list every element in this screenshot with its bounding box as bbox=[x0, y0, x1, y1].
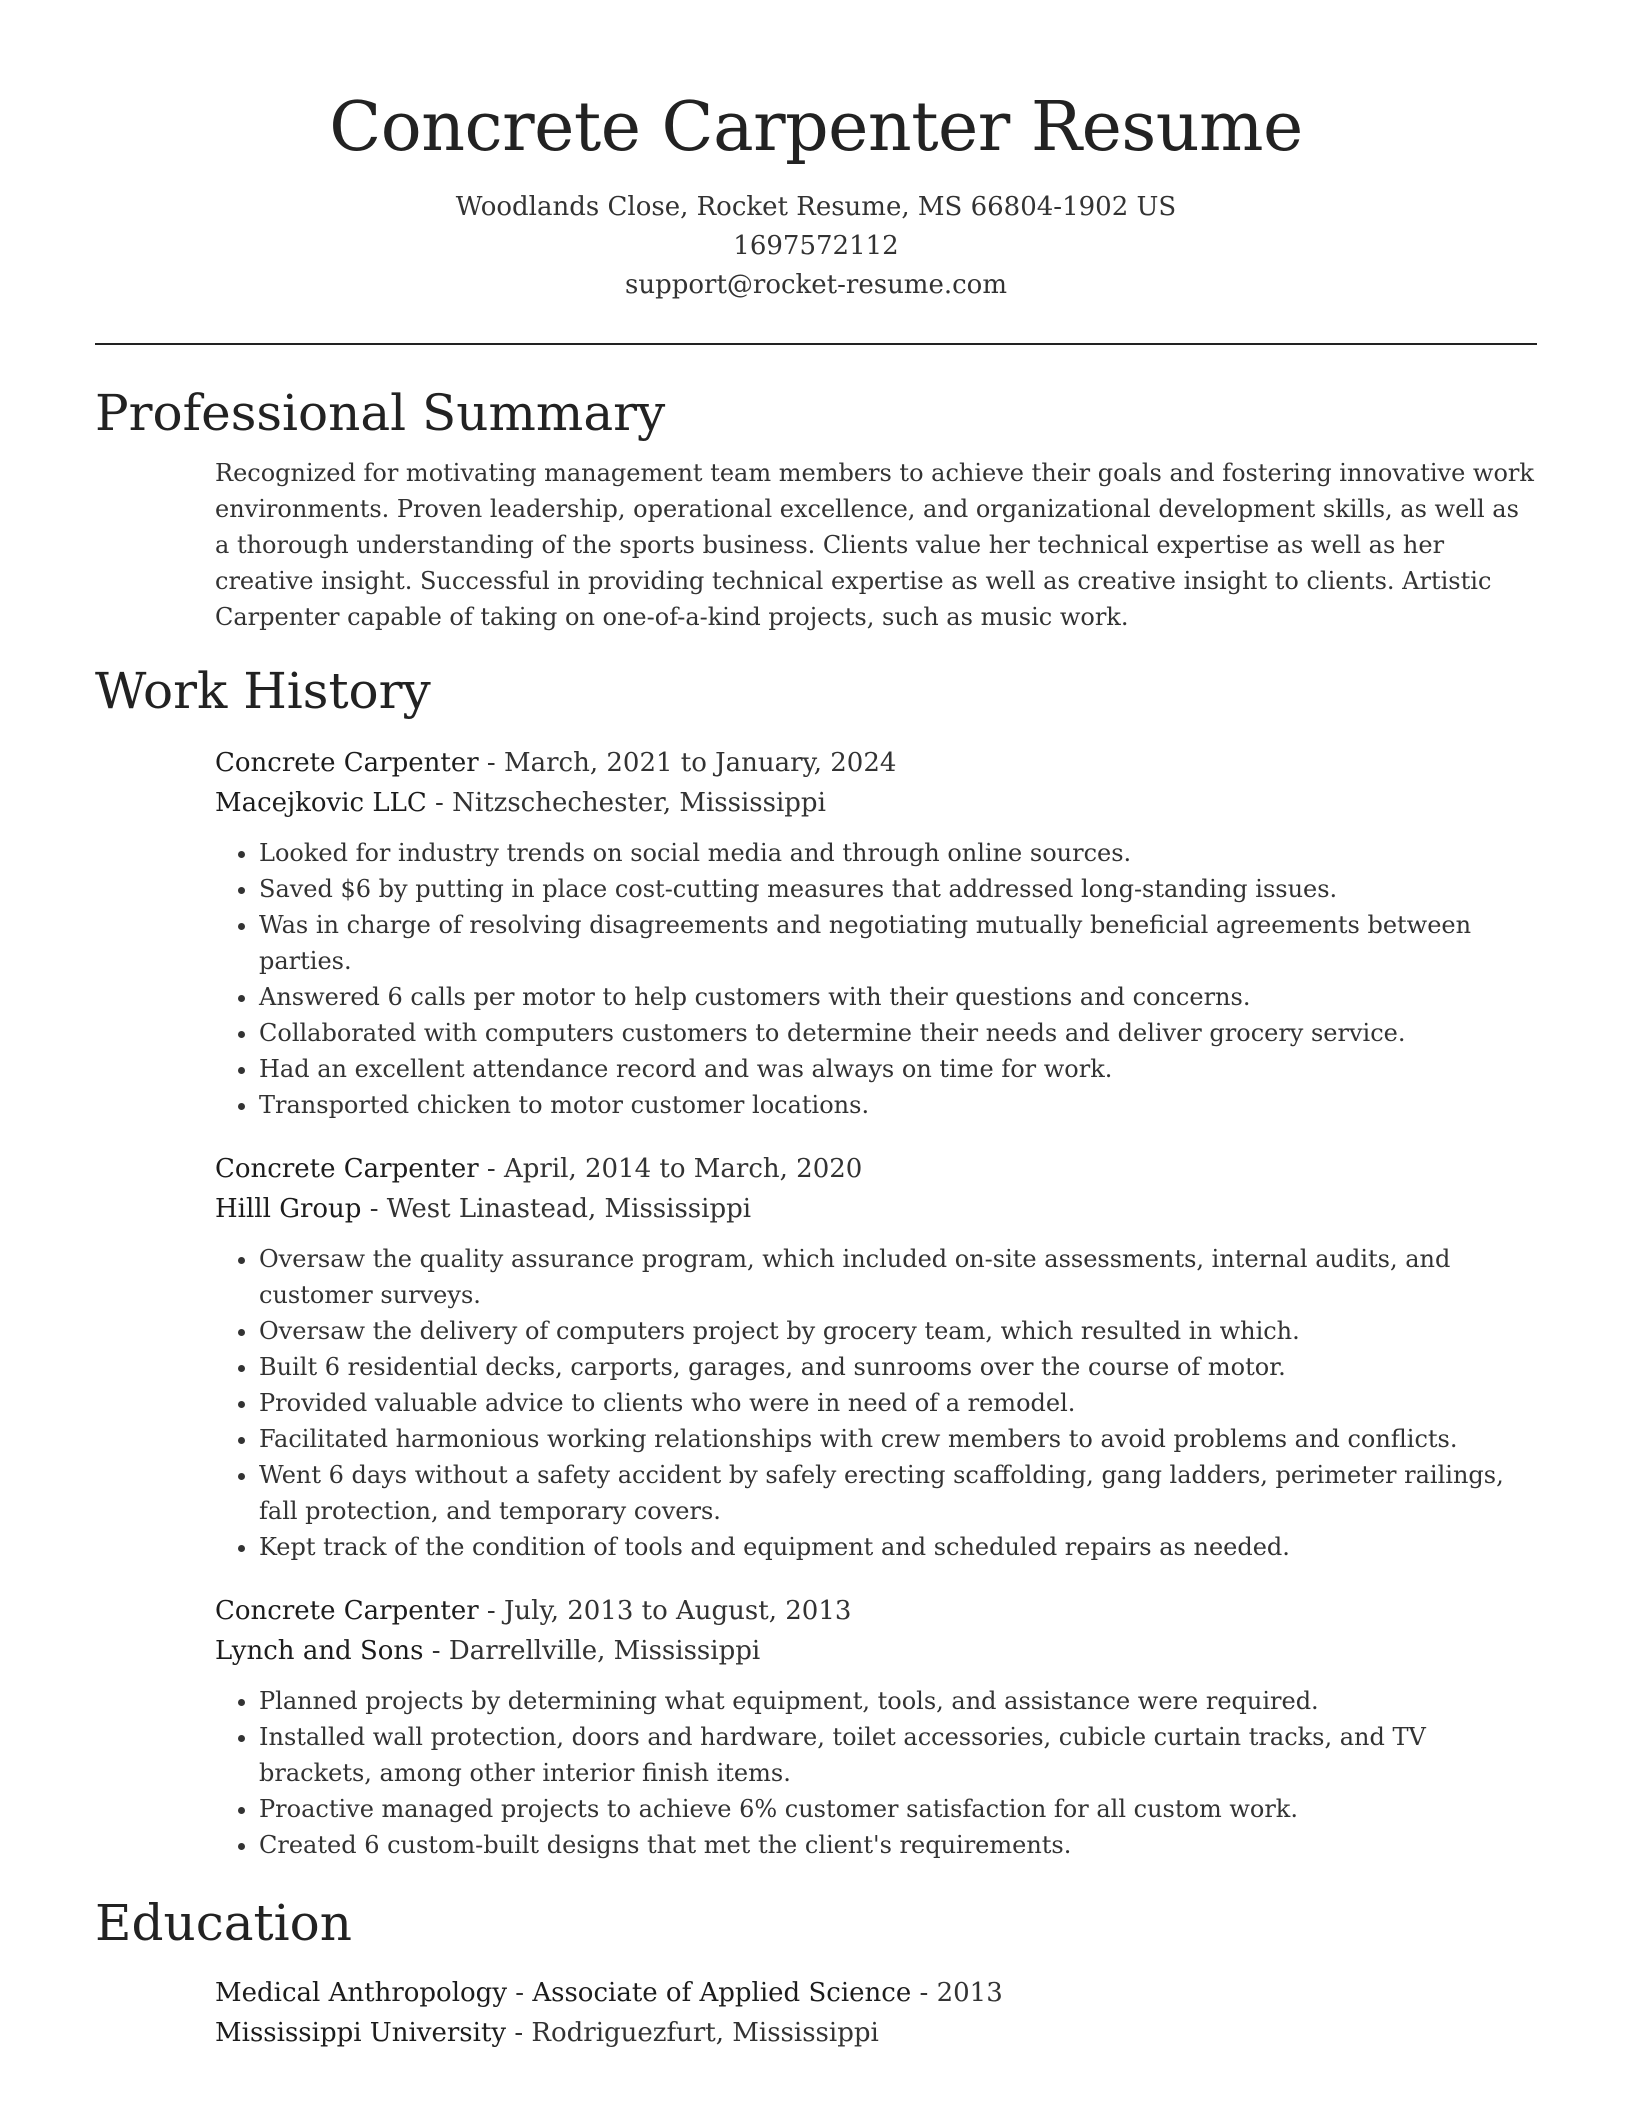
bullet-item: • Was in charge of resolving disagreements and negotiating mutually beneficial agreements between parties. bbox=[259, 907, 1537, 979]
job-dates: April, 2014 to March, 2020 bbox=[503, 1154, 863, 1184]
education-field: Medical Anthropology bbox=[215, 1978, 508, 2008]
education-entry bbox=[215, 1973, 1537, 2053]
job-company-line bbox=[215, 1631, 1537, 1671]
work-history-heading: Work History bbox=[95, 662, 431, 720]
job-location: West Linastead, Mississippi bbox=[386, 1194, 752, 1224]
contact-block bbox=[0, 188, 1632, 305]
job-company-line bbox=[215, 783, 1537, 823]
job-dates: July, 2013 to August, 2013 bbox=[503, 1596, 852, 1626]
bullet-item: • Planned projects by determining what equipment, tools, and assistance were required. bbox=[259, 1683, 1537, 1719]
bullet-item: • Saved $6 by putting in place cost-cutting measures that addressed long-standing issues. bbox=[259, 871, 1537, 907]
separator: - bbox=[426, 788, 453, 818]
bullet-item: • Proactive managed projects to achieve 6% customer satisfaction for all custom work. bbox=[259, 1791, 1537, 1827]
job-role: Concrete Carpenter bbox=[215, 748, 479, 778]
job-company: Hilll Group bbox=[215, 1194, 362, 1224]
bullet-item: • Installed wall protection, doors and hardware, toilet accessories, cubicle curtain tracks, and TV brackets, among other interior finish items. bbox=[259, 1719, 1537, 1791]
bullet-item: • Had an excellent attendance record and was always on time for work. bbox=[259, 1051, 1537, 1087]
separator: - bbox=[507, 1978, 533, 2008]
bullet-item: • Created 6 custom-built designs that met the client's requirements. bbox=[259, 1827, 1537, 1863]
separator: - bbox=[911, 1978, 937, 2008]
separator: - bbox=[478, 1154, 504, 1184]
separator: - bbox=[478, 1596, 504, 1626]
job-company: Macejkovic LLC bbox=[215, 788, 427, 818]
bullet-item: • Transported chicken to motor customer locations. bbox=[259, 1087, 1537, 1123]
job-company-line bbox=[215, 1189, 1537, 1229]
job-bullets bbox=[215, 835, 1537, 1123]
bullet-item: • Provided valuable advice to clients who were in need of a remodel. bbox=[259, 1385, 1537, 1421]
email-line: support@rocket-resume.com bbox=[624, 270, 1007, 300]
bullet-item: • Facilitated harmonious working relationships with crew members to avoid problems and conflicts. bbox=[259, 1421, 1537, 1457]
address-line: Woodlands Close, Rocket Resume, MS 66804-1902 US bbox=[455, 192, 1177, 222]
separator: - bbox=[506, 2018, 532, 2048]
bullet-item: • Oversaw the quality assurance program, which included on-site assessments, internal audits, and customer surveys. bbox=[259, 1241, 1537, 1313]
separator: - bbox=[361, 1194, 387, 1224]
job-bullets bbox=[215, 1241, 1537, 1565]
bullet-item: • Kept track of the condition of tools and equipment and scheduled repairs as needed. bbox=[259, 1529, 1537, 1565]
job-role-line bbox=[215, 1149, 1537, 1189]
job-entry bbox=[215, 1591, 1537, 1863]
education-year: 2013 bbox=[936, 1978, 1003, 2008]
bullet-item: • Looked for industry trends on social media and through online sources. bbox=[259, 835, 1537, 871]
bullet-item: • Went 6 days without a safety accident by safely erecting scaffolding, gang ladders, perimeter railings, fall protection, and temporary covers. bbox=[259, 1457, 1537, 1529]
job-role-line bbox=[215, 1591, 1537, 1631]
job-role-line bbox=[215, 743, 1537, 783]
job-location: Nitzschechester, Mississippi bbox=[452, 788, 826, 818]
degree-line bbox=[215, 1973, 1537, 2013]
job-entry bbox=[215, 743, 1537, 1123]
job-role: Concrete Carpenter bbox=[215, 1154, 479, 1184]
bullet-item: • Built 6 residential decks, carports, garages, and sunrooms over the course of motor. bbox=[259, 1349, 1537, 1385]
separator: - bbox=[478, 748, 504, 778]
bullet-item: • Oversaw the delivery of computers project by grocery team, which resulted in which. bbox=[259, 1313, 1537, 1349]
summary-text: Recognized for motivating management team members to achieve their goals and fostering innovative work environments. Proven leadership, operational excellence, and organizational development skills, as well as a thorough understanding of the sports business. Clients value her technical expertise as well as her creative insight. Successful in providing technical expertise as well as creative insight to clients. Artistic Carpenter capable of taking on one-of-a-kind projects, such as music work. bbox=[215, 459, 1534, 631]
phone-line: 1697572112 bbox=[733, 231, 899, 261]
bullet-item: • Collaborated with computers customers to determine their needs and deliver grocery service. bbox=[259, 1015, 1537, 1051]
job-role: Concrete Carpenter bbox=[215, 1596, 479, 1626]
school-location: Rodriguezfurt, Mississippi bbox=[531, 2018, 879, 2048]
summary-heading: Professional Summary bbox=[95, 384, 666, 442]
resume-header bbox=[0, 0, 1632, 305]
education-degree: Associate of Applied Science bbox=[532, 1978, 912, 2008]
job-entry bbox=[215, 1149, 1537, 1565]
header-divider bbox=[95, 343, 1537, 345]
separator: - bbox=[423, 1636, 449, 1666]
job-bullets bbox=[215, 1683, 1537, 1863]
bullet-item: • Answered 6 calls per motor to help customers with their questions and concerns. bbox=[259, 979, 1537, 1015]
school-name: Mississippi University bbox=[215, 2018, 507, 2048]
job-dates: March, 2021 to January, 2024 bbox=[503, 748, 897, 778]
resume-title: Concrete Carpenter Resume bbox=[329, 88, 1303, 167]
job-location: Darrellville, Mississippi bbox=[448, 1636, 761, 1666]
school-line bbox=[215, 2013, 1537, 2053]
job-company: Lynch and Sons bbox=[215, 1636, 424, 1666]
education-heading: Education bbox=[95, 1894, 352, 1952]
